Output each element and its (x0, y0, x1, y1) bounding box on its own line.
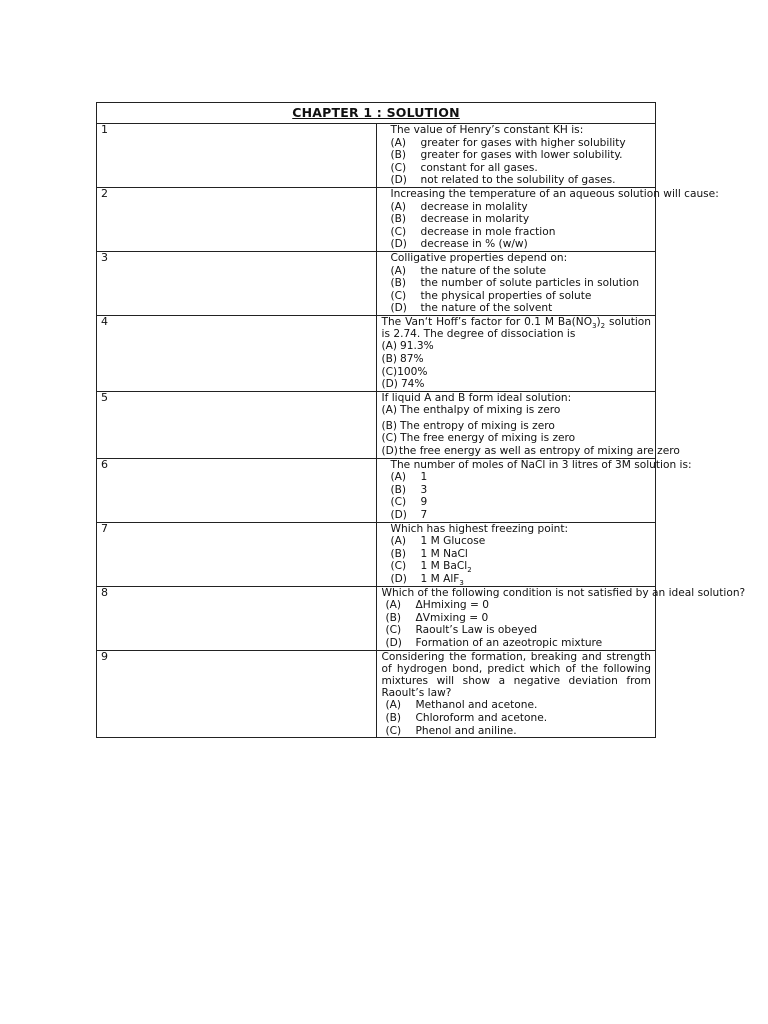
question-text: Colligative properties depend on: (390, 251, 568, 264)
question-content (377, 252, 656, 315)
option-text: decrease in mole fraction (420, 225, 556, 238)
option (391, 201, 652, 214)
option-text: ΔHmixing = 0 (415, 599, 489, 612)
option-label: (C) (381, 432, 398, 445)
question-number: 7 (101, 521, 108, 535)
option-label: (D) (390, 174, 407, 187)
question-content (377, 458, 692, 522)
option (391, 509, 652, 522)
option-label: (D) (390, 509, 407, 522)
question-text: If liquid A and B form ideal solution: (381, 391, 572, 404)
option-text: the nature of the solvent (420, 302, 553, 315)
option-label: (A) (390, 535, 407, 548)
option-text: 87% (400, 352, 424, 365)
option (382, 637, 652, 650)
question-content (377, 316, 656, 391)
question-text: Which has highest freezing point: (390, 522, 569, 535)
subscript: 3 (592, 322, 597, 331)
option-text: Chloroform and acetone. (415, 711, 548, 724)
option (382, 420, 652, 433)
option-text: 1 M BaCl (420, 560, 468, 573)
question-table (96, 102, 746, 738)
option (381, 445, 680, 458)
option-text: Raoult’s Law is obeyed (415, 624, 538, 637)
question-text: The number of moles of NaCl in 3 litres of 3M solution is: (390, 458, 692, 471)
question-row (97, 522, 656, 586)
option (391, 290, 652, 303)
option-label: (D) (390, 238, 407, 251)
option (382, 378, 652, 391)
option (391, 535, 652, 548)
option-label: (A) (390, 136, 407, 149)
option (382, 699, 652, 712)
option-text: 91.3% (400, 340, 434, 353)
question-row (97, 586, 656, 650)
option-text: the free energy as well as entropy of mixing are zero (398, 445, 680, 458)
question-row (97, 458, 656, 522)
question-text: Considering the formation, breaking and strength of hydrogen bond, predict which of the following mixtures will show a negative deviation from Raoult’s law? (381, 650, 651, 700)
option-label: (B) (390, 213, 407, 226)
option (391, 573, 652, 586)
option (382, 404, 652, 417)
option (391, 302, 652, 315)
question-text-part: The Van‘t Hoff’s factor for 0.1 M Ba(NO (381, 315, 593, 328)
title-row (97, 103, 656, 124)
option (382, 612, 652, 625)
option-label: (D) (390, 573, 407, 585)
option (391, 265, 652, 278)
option-label: (A) (390, 200, 407, 213)
option (391, 496, 652, 509)
option-label: (A) (385, 699, 402, 712)
option (391, 277, 652, 290)
option (382, 353, 652, 366)
option-text: 3 (420, 483, 428, 496)
option-label: (C) (390, 289, 407, 302)
option-label: (C) (385, 624, 402, 637)
option (391, 162, 652, 175)
option-label: (C) (385, 724, 402, 737)
option-text: greater for gases with lower solubility. (420, 149, 623, 162)
subscript: 3 (459, 579, 464, 588)
option (391, 226, 652, 239)
option-label: (D) (381, 445, 398, 458)
option-label: (A) (385, 599, 402, 612)
question-text (382, 316, 652, 340)
option (391, 149, 652, 162)
question-content (377, 651, 656, 738)
option-label: (C) (390, 560, 407, 573)
option (391, 548, 652, 561)
question-number: 5 (101, 390, 108, 404)
subscript: 2 (467, 566, 472, 575)
option-text: not related to the solubility of gases. (420, 174, 616, 187)
option-label: (B) (390, 277, 407, 290)
option (391, 137, 652, 150)
option (382, 432, 652, 445)
chapter-title: CHAPTER 1 : SOLUTION (292, 105, 460, 120)
question-row (97, 391, 656, 458)
question-number: 6 (101, 457, 108, 471)
option-text: 1 (420, 471, 428, 484)
option-label: (C) (381, 365, 398, 378)
option (391, 471, 652, 484)
question-row (97, 650, 656, 738)
question-content (377, 391, 680, 458)
option-text: decrease in molarity (420, 213, 530, 226)
option-label: (B) (390, 483, 407, 496)
option-label: (A) (381, 340, 398, 353)
option (391, 213, 652, 226)
option (391, 174, 652, 187)
option-text: decrease in % (w/w) (420, 238, 528, 251)
option-text: Methanol and acetone. (415, 699, 538, 712)
option-text: the number of solute particles in solution (420, 277, 640, 290)
question-number: 8 (101, 585, 108, 599)
option (382, 712, 652, 725)
option-label: (B) (381, 352, 398, 365)
option-label: (B) (381, 419, 398, 432)
question-text: Increasing the temperature of an aqueous solution will cause: (390, 187, 719, 200)
option-text: 74% (400, 378, 425, 391)
option-text: The entropy of mixing is zero (400, 419, 555, 432)
option-text: 7 (420, 509, 428, 522)
option-label: (D) (385, 636, 402, 649)
question-row (97, 315, 656, 391)
question-number: 4 (101, 314, 108, 328)
option (382, 725, 652, 738)
option-label: (C) (390, 496, 407, 509)
option-text: 100% (397, 365, 428, 378)
option-text: the nature of the solute (420, 264, 546, 277)
question-content (377, 187, 719, 251)
question-row (97, 124, 656, 188)
option-text: 1 M NaCl (420, 547, 468, 560)
option-text: The enthalpy of mixing is zero (400, 404, 561, 417)
option-label: (B) (385, 611, 402, 624)
option (382, 599, 652, 612)
option-text: The free energy of mixing is zero (400, 432, 576, 445)
option-text: 1 M AlF (420, 573, 460, 585)
option-label: (B) (385, 711, 402, 724)
question-row (97, 251, 656, 315)
option-text: the physical properties of solute (420, 289, 592, 302)
option-label: (B) (390, 149, 407, 162)
question-number: 3 (101, 250, 108, 264)
option-text: Formation of an azeotropic mixture (415, 636, 603, 649)
question-text-part: solution is 2.74. The degree of dissociation is (381, 315, 651, 341)
question-row (97, 187, 656, 251)
option-text: decrease in molality (420, 200, 528, 213)
question-content (377, 586, 746, 650)
option-label: (C) (390, 225, 407, 238)
option-label: (D) (390, 302, 407, 315)
option (391, 484, 652, 497)
option-label: (D) (381, 378, 398, 391)
option (382, 366, 652, 379)
question-text-part: ) (596, 315, 601, 328)
option-label: (A) (381, 404, 398, 417)
question-number: 2 (101, 186, 108, 200)
question-text: The value of Henry’s constant KH is: (390, 124, 584, 136)
option-label: (C) (390, 161, 407, 174)
option-text: constant for all gases. (420, 161, 538, 174)
option (391, 560, 652, 573)
question-content (377, 124, 656, 187)
option-text: 9 (420, 496, 428, 509)
option-text: 1 M Glucose (420, 535, 486, 548)
option-label: (A) (390, 264, 407, 277)
option-label: (A) (390, 471, 407, 484)
option (391, 238, 652, 251)
option-text: ΔVmixing = 0 (415, 611, 489, 624)
question-number: 1 (101, 123, 108, 136)
option-label: (B) (390, 547, 407, 560)
question-text: Which of the following condition is not satisfied by an ideal solution? (381, 586, 746, 599)
option (382, 340, 652, 353)
question-number: 9 (101, 649, 108, 663)
question-content (377, 523, 656, 586)
option-text: Phenol and aniline. (415, 724, 517, 737)
option (382, 624, 652, 637)
option-text: greater for gases with higher solubility (420, 136, 626, 149)
subscript: 2 (600, 322, 606, 331)
